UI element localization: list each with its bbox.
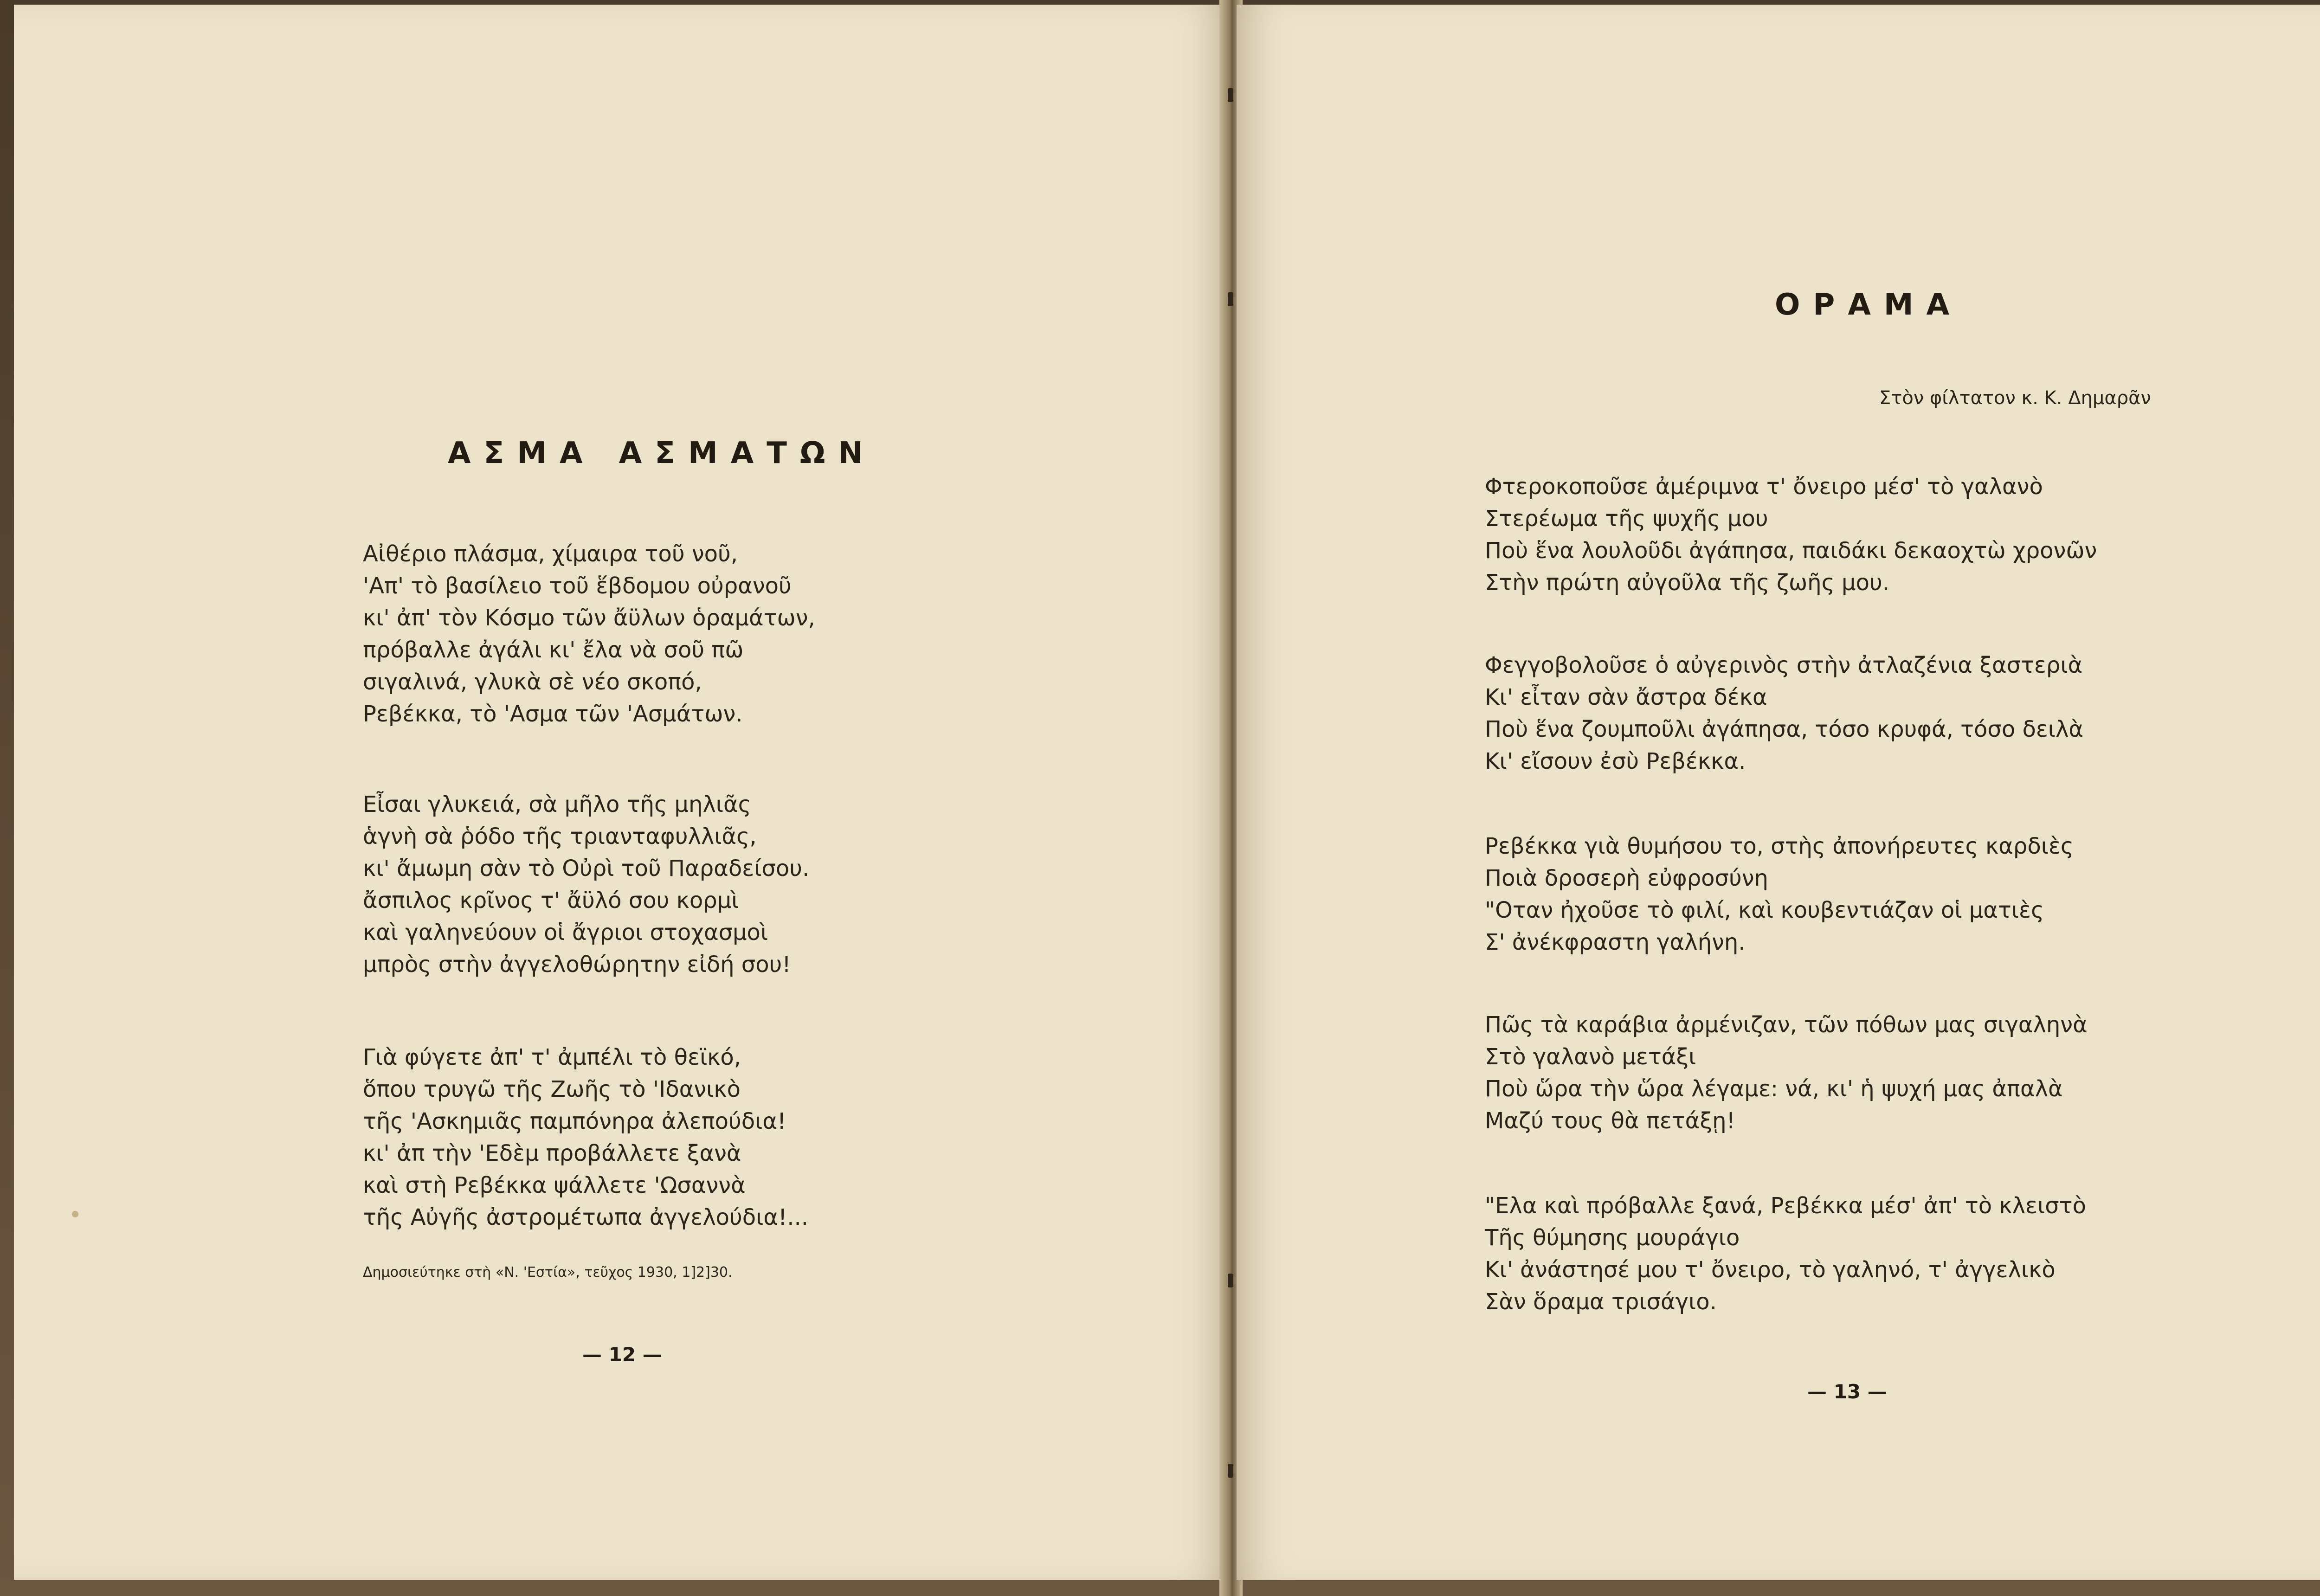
binding-stitch — [1228, 1464, 1233, 1478]
verse-line: μπρὸς στὴν ἀγγελοθώρητην εἰδή σου! — [363, 952, 791, 978]
right-stanza-5 — [1485, 1190, 2086, 1318]
verse-line: σιγαλινά, γλυκὰ σὲ νέο σκοπό, — [363, 669, 702, 695]
verse-line: ἄσπιλος κρῖνος τ' ἄϋλό σου κορμὶ — [363, 888, 739, 914]
verse-line: Κι' εἴσουν ἐσὺ Ρεβέκκα. — [1485, 748, 1746, 774]
page-number-left: — 12 — — [582, 1343, 662, 1366]
binding-stitch — [1228, 88, 1233, 102]
verse-line: "Οταν ἠχοῦσε τὸ φιλί, καὶ κουβεντιάζαν οἱ ματιὲς — [1485, 897, 2044, 923]
right-stanza-4 — [1485, 1009, 2088, 1137]
verse-line: καὶ στὴ Ρεβέκκα ψάλλετε 'Ωσαννὰ — [363, 1172, 746, 1198]
verse-line: Μαζύ τους θὰ πετάξῃ! — [1485, 1108, 1735, 1134]
left-page — [14, 5, 1230, 1580]
verse-line: Στὸ γαλανὸ μετάξι — [1485, 1044, 1696, 1070]
verse-line: Φτεροκοποῦσε ἀμέριμνα τ' ὄνειρο μέσ' τὸ γαλανὸ — [1485, 474, 2043, 500]
verse-line: Σ' ἀνέκφραστη γαλήνη. — [1485, 929, 1746, 955]
verse-line: Εἶσαι γλυκειά, σὰ μῆλο τῆς μηλιᾶς — [363, 792, 751, 817]
verse-line: Φεγγοβολοῦσε ὁ αὐγερινὸς στὴν ἀτλαζένια ξαστεριὰ — [1485, 652, 2083, 678]
right-stanza-1 — [1485, 471, 2097, 599]
verse-line: Ρεβέκκα γιὰ θυμήσου το, στὴς ἀπονήρευτες καρδιὲς — [1485, 833, 2074, 859]
verse-line: Κι' ἀνάστησέ μου τ' ὄνειρο, τὸ γαληνό, τ' ἀγγελικὸ — [1485, 1257, 2056, 1283]
verse-line: Γιὰ φύγετε ἀπ' τ' ἀμπέλι τὸ θεϊκό, — [363, 1044, 741, 1070]
verse-line: τῆς Αὐγῆς ἀστρομέτωπα ἀγγελούδια!... — [363, 1204, 808, 1230]
right-stanza-3 — [1485, 830, 2074, 959]
verse-line: Αἰθέριο πλάσμα, χίμαιρα τοῦ νοῦ, — [363, 541, 738, 567]
dedication: Στὸν φίλτατον κ. Κ. Δημαρᾶν — [1879, 387, 2151, 409]
verse-line: "Ελα καὶ πρόβαλλε ξανά, Ρεβέκκα μέσ' ἀπ' τὸ κλειστὸ — [1485, 1193, 2086, 1219]
verse-line: τῆς 'Ασκημιᾶς παμπόνηρα ἀλεπούδια! — [363, 1108, 786, 1134]
verse-line: Ποιὰ δροσερὴ εὐφροσύνη — [1485, 865, 1768, 891]
verse-line: Κι' εἶταν σὰν ἄστρα δέκα — [1485, 684, 1767, 710]
verse-line: Ποὺ ἕνα λουλοῦδι ἀγάπησα, παιδάκι δεκαοχτὼ χρονῶν — [1485, 538, 2097, 564]
left-page-title: ΑΣΜΑ ΑΣΜΑΤΩΝ — [448, 436, 876, 470]
paper-stain — [72, 1211, 78, 1217]
right-page-title: ΟΡΑΜΑ — [1775, 288, 1963, 322]
binding-stitch — [1228, 1274, 1233, 1287]
verse-line: κι' ἀπ τὴν 'Εδὲμ προβάλλετε ξανὰ — [363, 1140, 741, 1166]
verse-line: πρόβαλλε ἀγάλι κι' ἔλα νὰ σοῦ πῶ — [363, 637, 744, 663]
verse-line: Ποὺ ἕνα ζουμποῦλι ἀγάπησα, τόσο κρυφά, τόσο δειλὰ — [1485, 716, 2084, 742]
verse-line: 'Απ' τὸ βασίλειο τοῦ ἕβδομου οὐρανοῦ — [363, 573, 792, 599]
left-stanza-2 — [363, 789, 809, 981]
binding-stitch — [1228, 292, 1233, 306]
verse-line: ἁγνὴ σὰ ῥόδο τῆς τριανταφυλλιᾶς, — [363, 824, 757, 849]
verse-line: Σὰν ὅραμα τρισάγιο. — [1485, 1289, 1717, 1315]
verse-line: Στὴν πρώτη αὐγοῦλα τῆς ζωῆς μου. — [1485, 570, 1889, 596]
right-page — [1237, 5, 2320, 1580]
verse-line: Τῆς θύμησης μουράγιο — [1485, 1225, 1740, 1251]
verse-line: Ρεβέκκα, τὸ 'Ασμα τῶν 'Ασμάτων. — [363, 701, 743, 727]
verse-line: καὶ γαληνεύουν οἱ ἄγριοι στοχασμοὶ — [363, 920, 768, 946]
page-number-right: — 13 — — [1807, 1380, 1887, 1403]
left-stanza-3 — [363, 1042, 808, 1234]
left-stanza-1 — [363, 538, 815, 730]
verse-line: Στερέωμα τῆς ψυχῆς μου — [1485, 506, 1768, 532]
verse-line: κι' ἀπ' τὸν Κόσμο τῶν ἄϋλων ὁραμάτων, — [363, 605, 815, 631]
publication-footnote: Δημοσιεύτηκε στὴ «Ν. 'Εστία», τεῦχος 1930, 1]2]30. — [363, 1264, 733, 1281]
verse-line: Ποὺ ὥρα τὴν ὥρα λέγαμε: νά, κι' ἡ ψυχή μας ἀπαλὰ — [1485, 1076, 2063, 1102]
verse-line: Πῶς τὰ καράβια ἀρμένιζαν, τῶν πόθων μας σιγαληνὰ — [1485, 1012, 2088, 1038]
verse-line: ὅπου τρυγῶ τῆς Ζωῆς τὸ 'Ιδανικὸ — [363, 1076, 741, 1102]
right-stanza-2 — [1485, 650, 2083, 778]
verse-line: κι' ἄμωμη σὰν τὸ Οὐρὶ τοῦ Παραδείσου. — [363, 856, 810, 882]
